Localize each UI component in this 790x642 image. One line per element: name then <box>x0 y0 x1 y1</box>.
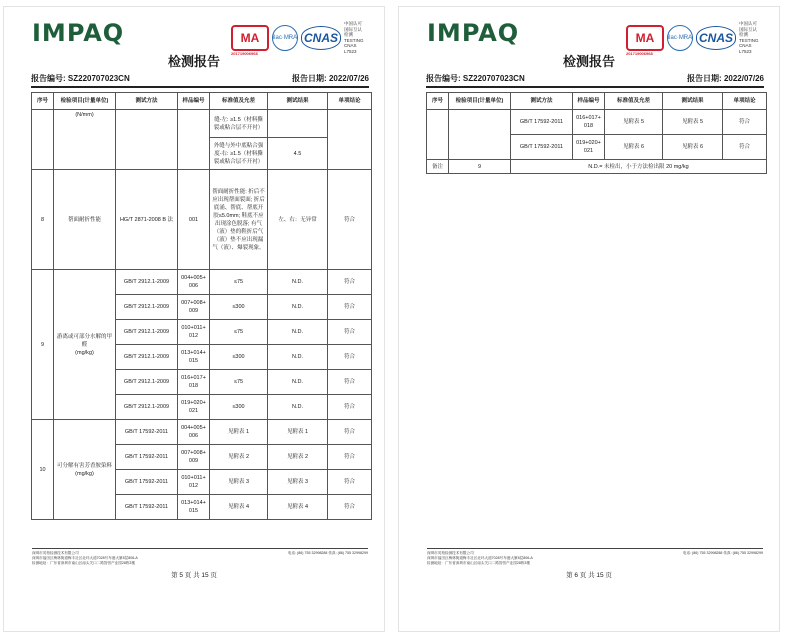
table-row <box>427 110 767 135</box>
table-cell: GB/T 2912.1-2009 <box>116 370 178 395</box>
table-row <box>32 420 372 445</box>
report-number: 报告编号: SZ220707023CN <box>426 74 525 83</box>
report-page-6 <box>398 6 780 632</box>
page-number: 第 5 页 共 15 页 <box>171 572 217 579</box>
table-cell: GB/T 17592-2011 <box>116 495 178 520</box>
table-cell: 见附表 4 <box>268 495 328 520</box>
table-row <box>32 270 372 295</box>
table-cell: 左、右：无异常 <box>268 170 328 270</box>
col-conclusion: 单项结论 <box>723 93 767 110</box>
table-cell: 001 <box>178 170 210 270</box>
table-cell: GB/T 17592-2011 <box>116 420 178 445</box>
table-cell: N.D. <box>268 395 328 420</box>
table-cell: 见附表 2 <box>268 445 328 470</box>
table-cell: 见附表 2 <box>210 445 268 470</box>
table-cell: 符合 <box>328 420 372 445</box>
report-date: 报告日期: 2022/07/26 <box>292 74 369 83</box>
table-cell: (N/mm) <box>54 110 116 170</box>
report-title: 检测报告 <box>167 54 220 69</box>
col-conclusion: 单项结论 <box>328 93 372 110</box>
cnas-mark-icon: CNAS <box>301 26 341 50</box>
table-cell: 016+017+018 <box>178 370 210 395</box>
col-result: 测试结果 <box>268 93 328 110</box>
report-meta <box>31 73 369 88</box>
table-cell: GB/T 2912.1-2009 <box>116 295 178 320</box>
report-number: 报告编号: SZ220707023CN <box>31 74 130 83</box>
table-cell: 004+005+006 <box>178 270 210 295</box>
table-cell: 010+011+012 <box>178 320 210 345</box>
table-cell: HG/T 2871-2008 B 法 <box>116 170 178 270</box>
table-cell: GB/T 2912.1-2009 <box>116 320 178 345</box>
table-cell: 见附表 6 <box>663 135 723 160</box>
impaq-logo: IMPAQ <box>427 19 520 47</box>
table-cell: 10 <box>32 420 54 520</box>
table-cell <box>449 110 511 160</box>
report-date: 报告日期: 2022/07/26 <box>687 74 764 83</box>
table-cell: 9 <box>449 160 511 174</box>
table-cell: ≤75 <box>210 370 268 395</box>
table-cell: N.D.= 未检出，小于方法检出限 20 mg/kg <box>511 160 767 174</box>
table-cell: N.D. <box>268 320 328 345</box>
table-cell: GB/T 17592-2011 <box>511 110 573 135</box>
table-cell: 013+014+015 <box>178 495 210 520</box>
table-cell <box>116 110 178 170</box>
table-header <box>427 93 767 110</box>
table-cell: 019+020+021 <box>178 395 210 420</box>
table-cell: 可分解有害芳香胺染料 (mg/kg) <box>54 420 116 520</box>
col-sample: 样品编号 <box>178 93 210 110</box>
page-footer: 深圳市英柏检测技术有限公司 电话: (86) 755 32998288 传真: (86) 755 32998299 深圳市福田区梅林街道梅丰社区北环大道7028号车港大厦8层806-A 检测地址：广东省深圳市南山区南头关口二路智恒产业园28栋3楼 <box>32 548 368 566</box>
table-cell: 013+014+015 <box>178 345 210 370</box>
cnas-info: 中国认可 国际互认 检测 TESTING CNAS L7523 <box>344 21 364 54</box>
table-cell: GB/T 2912.1-2009 <box>116 395 178 420</box>
table-cell: ≤300 <box>210 295 268 320</box>
table-cell: ≤75 <box>210 270 268 295</box>
table-cell: N.D. <box>268 370 328 395</box>
cma-mark-icon: MA 201719006968 <box>231 25 269 51</box>
col-standard: 标准值及允差 <box>605 93 663 110</box>
table-cell: 见附表 6 <box>605 135 663 160</box>
table-cell: 符合 <box>328 320 372 345</box>
table-cell: 007+008+009 <box>178 295 210 320</box>
table-cell: 帮面耐折性能 <box>54 170 116 270</box>
col-method: 测试方法 <box>116 93 178 110</box>
table-cell: 符合 <box>723 110 767 135</box>
table-cell: 4.5 <box>268 138 328 170</box>
certification-marks <box>626 21 763 54</box>
table-cell: N.D. <box>268 295 328 320</box>
table-cell: 符合 <box>328 270 372 295</box>
table-row <box>32 170 372 270</box>
table-cell <box>178 110 210 170</box>
table-cell: GB/T 17592-2011 <box>116 445 178 470</box>
col-result: 测试结果 <box>663 93 723 110</box>
remark-row <box>427 160 767 174</box>
ilac-mra-icon: ilac·MRA <box>667 25 693 51</box>
table-cell: N.D. <box>268 345 328 370</box>
table-header <box>32 93 372 110</box>
table-cell: 8 <box>32 170 54 270</box>
results-table <box>426 92 767 174</box>
col-no: 序号 <box>32 93 54 110</box>
cnas-mark-icon: CNAS <box>696 26 736 50</box>
cnas-info: 中国认可 国际互认 检测 TESTING CNAS L7523 <box>739 21 759 54</box>
report-title: 检测报告 <box>562 54 615 69</box>
table-cell: 见附表 3 <box>268 470 328 495</box>
table-cell: 帮面耐折性能: 折后不应出现帮面裂面; 折后底涌、帮底、帮底开胶≤5.0mm; 鞋底不应出现涂色脱落; 有气（液）垫的鞋折后气（液）垫不应出现漏气（液）、爆裂现象。 <box>210 170 268 270</box>
table-cell: ≤75 <box>210 320 268 345</box>
table-cell: 符合 <box>328 170 372 270</box>
table-cell: 符合 <box>328 370 372 395</box>
table-cell: 见附表 1 <box>210 420 268 445</box>
page-footer: 深圳市英柏检测技术有限公司 电话: (86) 755 32998288 传真: (86) 755 32998299 深圳市福田区梅林街道梅丰社区北环大道7028号车港大厦8层806-A 检测地址：广东省深圳市南山区南头关口二路智恒产业园28栋3楼 <box>427 548 763 566</box>
table-cell: 见附表 1 <box>268 420 328 445</box>
report-meta <box>426 73 764 88</box>
col-no: 序号 <box>427 93 449 110</box>
table-cell: 007+008+009 <box>178 445 210 470</box>
col-sample: 样品编号 <box>573 93 605 110</box>
table-cell <box>427 110 449 160</box>
table-cell <box>32 110 54 170</box>
table-cell: GB/T 2912.1-2009 <box>116 270 178 295</box>
table-cell: 符合 <box>328 445 372 470</box>
table-cell: 9 <box>32 270 54 420</box>
table-cell: 符合 <box>328 470 372 495</box>
table-cell: N.D. <box>268 270 328 295</box>
table-cell: 016+017+018 <box>573 110 605 135</box>
certification-marks <box>231 21 368 54</box>
table-cell: 见附表 5 <box>663 110 723 135</box>
table-cell: 010+011+012 <box>178 470 210 495</box>
table-cell: 见附表 3 <box>210 470 268 495</box>
table-cell: 缝-左: ≥1.5（材料撕裂或粘合层不开衬） <box>210 110 268 138</box>
table-cell: GB/T 17592-2011 <box>116 470 178 495</box>
results-table <box>31 92 372 520</box>
ilac-mra-icon: ilac·MRA <box>272 25 298 51</box>
col-standard: 标准值及允差 <box>210 93 268 110</box>
table-cell: 004+005+006 <box>178 420 210 445</box>
table-cell <box>328 110 372 170</box>
table-cell: 符合 <box>328 395 372 420</box>
table-cell: GB/T 17592-2011 <box>511 135 573 160</box>
table-cell: GB/T 2912.1-2009 <box>116 345 178 370</box>
table-cell: 符合 <box>328 345 372 370</box>
table-cell <box>268 110 328 138</box>
table-cell: 符合 <box>328 295 372 320</box>
cma-mark-icon: MA 201719006968 <box>626 25 664 51</box>
table-cell: 见附表 4 <box>210 495 268 520</box>
table-cell: 符合 <box>328 495 372 520</box>
table-cell: ≤300 <box>210 345 268 370</box>
table-cell: ≤300 <box>210 395 268 420</box>
table-cell: 符合 <box>723 135 767 160</box>
impaq-logo: IMPAQ <box>32 19 125 47</box>
col-item: 检验项目(计量单位) <box>54 93 116 110</box>
table-cell: 见附表 5 <box>605 110 663 135</box>
table-row <box>32 110 372 138</box>
table-cell: 019+020+021 <box>573 135 605 160</box>
col-method: 测试方法 <box>511 93 573 110</box>
table-cell: 游离或可部分水解的甲醛 (mg/kg) <box>54 270 116 420</box>
page-number: 第 6 页 共 15 页 <box>566 572 612 579</box>
col-item: 检验项目(计量单位) <box>449 93 511 110</box>
table-cell: 备注 <box>427 160 449 174</box>
report-page-5 <box>3 6 385 632</box>
table-cell: 外缝与外中底粘合强度-右: ≥1.5（材料撕裂或粘合层不开衬） <box>210 138 268 170</box>
